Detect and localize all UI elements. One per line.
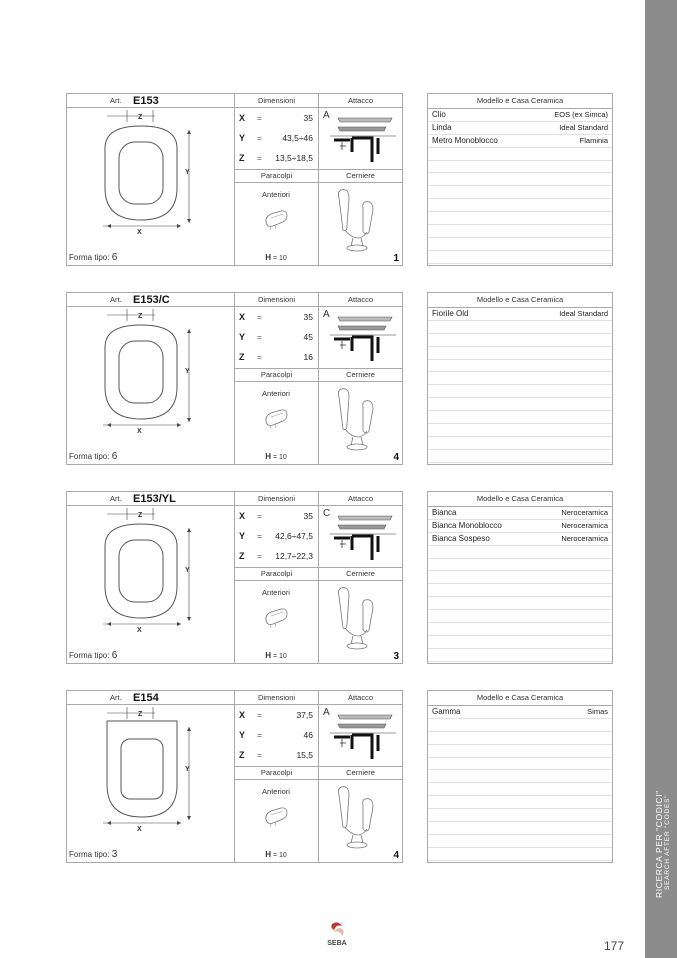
model-row: [428, 360, 612, 373]
article-label: Art.: [110, 295, 122, 304]
dim-y-label: Y: [239, 730, 246, 740]
dim-y-label: Y: [239, 332, 246, 342]
equals-sign: =: [257, 551, 262, 561]
models-header: Modello e Casa Ceramica: [428, 293, 612, 308]
model-row: [428, 809, 612, 822]
hinge-icon: [329, 783, 385, 853]
attachment-header: Attacco: [319, 94, 402, 108]
dim-y-value: 45: [303, 332, 313, 342]
bumper-icon: [263, 805, 289, 829]
dim-x-row: [235, 108, 317, 128]
seat-diagram: [97, 506, 197, 636]
model-row: [428, 783, 612, 796]
dim-y-label: Y: [239, 531, 246, 541]
bumpers-type: Anteriori: [262, 787, 290, 796]
hinges-header: Cerniere: [319, 766, 402, 780]
dim-y-label: Y: [239, 133, 246, 143]
seat-diagram: [97, 108, 197, 238]
model-row: [428, 450, 612, 463]
models-table: [427, 292, 613, 465]
equals-sign: =: [257, 352, 262, 362]
model-row: [428, 238, 612, 251]
bumpers-type: Anteriori: [262, 190, 290, 199]
product-card: [66, 491, 403, 664]
seat-diagram: [97, 307, 197, 437]
equals-sign: =: [257, 113, 262, 123]
dim-y-value: 46: [303, 730, 313, 740]
height-value: = 10: [272, 852, 287, 859]
shape-type-label: Forma tipo:: [69, 452, 110, 461]
model-row: [428, 212, 612, 225]
model-row: [428, 148, 612, 161]
model-name: Bianca: [432, 508, 457, 517]
bumpers-header: Paracolpi: [235, 169, 318, 183]
dim-z-value: 13,5÷18,5: [275, 153, 313, 163]
model-row: [428, 225, 612, 238]
model-row: [428, 584, 612, 597]
seat-diagram: [97, 705, 197, 835]
equals-sign: =: [257, 133, 262, 143]
bumper-height: [235, 253, 317, 262]
height-label: H: [265, 651, 271, 660]
article-code: E154: [133, 692, 159, 704]
dimensions-header: Dimensioni: [235, 492, 319, 506]
product-block: [66, 292, 614, 465]
model-row: [428, 835, 612, 848]
equals-sign: =: [257, 312, 262, 322]
bumpers-header: Paracolpi: [235, 766, 318, 780]
height-value: = 10: [272, 454, 287, 461]
z-axis-label: Z: [138, 114, 143, 121]
hinge-icon: [329, 186, 385, 256]
article-header: [67, 94, 235, 108]
equals-sign: =: [257, 750, 262, 760]
shape-type-value: 6: [111, 252, 118, 263]
model-row: [428, 719, 612, 732]
attachment-header: Attacco: [319, 293, 402, 307]
model-maker: Ideal Standard: [559, 309, 608, 318]
article-code: E153/C: [133, 294, 170, 306]
model-name: Gamma: [432, 707, 461, 716]
shape-type: [69, 849, 117, 860]
dim-z-value: 16: [303, 352, 313, 362]
dim-y-row: [235, 128, 317, 148]
height-value: = 10: [272, 653, 287, 660]
models-header: Modello e Casa Ceramica: [428, 492, 612, 507]
model-row: [428, 398, 612, 411]
article-header: [67, 691, 235, 705]
x-axis-label: X: [137, 826, 142, 833]
model-row: [428, 109, 612, 122]
bumper-icon: [263, 208, 289, 232]
dim-x-value: 35: [303, 312, 313, 322]
dim-y-row: [235, 327, 317, 347]
seba-logo: [322, 920, 352, 948]
model-row: [428, 507, 612, 520]
x-axis-label: X: [137, 428, 142, 435]
dim-x-row: [235, 705, 317, 725]
product-block: [66, 93, 614, 266]
article-label: Art.: [110, 96, 122, 105]
model-row: [428, 559, 612, 572]
model-row: [428, 732, 612, 745]
attachment-diagram: [330, 508, 400, 564]
article-label: Art.: [110, 693, 122, 702]
article-code: E153/YL: [133, 493, 176, 505]
equals-sign: =: [257, 531, 262, 541]
dim-z-value: 15,5: [296, 750, 313, 760]
shape-type: [69, 650, 117, 661]
dim-y-row: [235, 526, 317, 546]
dim-x-label: X: [239, 113, 246, 123]
article-header: [67, 293, 235, 307]
shape-type: [69, 252, 117, 263]
model-row: [428, 424, 612, 437]
model-row: [428, 135, 612, 148]
y-axis-label: Y: [185, 368, 190, 375]
dim-y-row: [235, 725, 317, 745]
shape-type-label: Forma tipo:: [69, 253, 110, 262]
shape-type-value: 6: [111, 451, 118, 462]
model-row: [428, 758, 612, 771]
model-row: [428, 649, 612, 662]
shape-type-label: Forma tipo:: [69, 651, 110, 660]
equals-sign: =: [257, 730, 262, 740]
model-row: [428, 610, 612, 623]
dim-x-value: 35: [303, 113, 313, 123]
z-axis-label: Z: [138, 711, 143, 718]
dim-z-row: [235, 347, 317, 367]
model-row: [428, 173, 612, 186]
model-row: [428, 822, 612, 835]
models-table: [427, 93, 613, 266]
model-row: [428, 411, 612, 424]
bumpers-header: Paracolpi: [235, 368, 318, 382]
sidebar-subtitle: SEARCH AFTER "CODES": [664, 794, 671, 890]
model-name: Bianca Monoblocco: [432, 520, 502, 530]
hinges-header: Cerniere: [319, 567, 402, 581]
dimensions-header: Dimensioni: [235, 691, 319, 705]
dim-y-value: 42,6÷47,5: [275, 531, 313, 541]
y-axis-label: Y: [185, 169, 190, 176]
dim-z-label: Z: [239, 551, 245, 561]
model-row: [428, 199, 612, 212]
hinges-header: Cerniere: [319, 368, 402, 382]
dim-z-value: 12,7÷22,3: [275, 551, 313, 561]
model-maker: Neroceramica: [561, 520, 608, 530]
dim-x-row: [235, 506, 317, 526]
attachment-diagram: [330, 707, 400, 763]
attachment-diagram: [330, 309, 400, 365]
model-row: [428, 347, 612, 360]
dim-x-value: 35: [303, 511, 313, 521]
hinge-number: 4: [393, 850, 399, 861]
attachment-type-letter: A: [323, 110, 330, 121]
models-header: Modello e Casa Ceramica: [428, 691, 612, 706]
shape-type: [69, 451, 117, 462]
product-card: [66, 93, 403, 266]
height-label: H: [265, 850, 271, 859]
model-row: [428, 597, 612, 610]
model-maker: Neroceramica: [561, 508, 608, 517]
page-number: 177: [604, 939, 625, 953]
y-axis-label: Y: [185, 766, 190, 773]
model-row: [428, 520, 612, 533]
models-table: [427, 690, 613, 863]
dim-z-row: [235, 546, 317, 566]
bumpers-header: Paracolpi: [235, 567, 318, 581]
hinge-number: 3: [393, 651, 399, 662]
model-row: [428, 372, 612, 385]
model-row: [428, 122, 612, 135]
model-row: [428, 334, 612, 347]
model-row: [428, 546, 612, 559]
bumpers-type: Anteriori: [262, 389, 290, 398]
attachment-header: Attacco: [319, 691, 402, 705]
equals-sign: =: [257, 153, 262, 163]
model-row: [428, 623, 612, 636]
bumper-height: [235, 850, 317, 859]
shape-type-value: 3: [111, 849, 118, 860]
dim-z-row: [235, 745, 317, 765]
attachment-type-letter: A: [323, 309, 330, 320]
hinge-number: 1: [393, 253, 399, 264]
product-card: [66, 690, 403, 863]
z-axis-label: Z: [138, 313, 143, 320]
dim-x-value: 37,5: [296, 710, 313, 720]
brand-name: SEBA: [327, 940, 347, 947]
hinge-icon: [329, 584, 385, 654]
height-value: = 10: [272, 255, 287, 262]
model-name: Metro Monoblocco: [432, 135, 498, 145]
model-row: [428, 571, 612, 584]
model-row: [428, 706, 612, 719]
hinge-icon: [329, 385, 385, 455]
product-block: [66, 491, 614, 664]
equals-sign: =: [257, 710, 262, 720]
model-row: [428, 437, 612, 450]
dimensions-header: Dimensioni: [235, 293, 319, 307]
dim-z-label: Z: [239, 750, 245, 760]
model-name: Linda: [432, 122, 452, 132]
x-axis-label: X: [137, 627, 142, 634]
dim-x-label: X: [239, 511, 246, 521]
dim-z-row: [235, 148, 317, 168]
models-header: Modello e Casa Ceramica: [428, 94, 612, 109]
model-maker: Flaminia: [579, 135, 608, 145]
model-row: [428, 745, 612, 758]
model-row: [428, 636, 612, 649]
height-label: H: [265, 452, 271, 461]
attachment-type-letter: C: [323, 508, 331, 519]
attachment-header: Attacco: [319, 492, 402, 506]
bumper-icon: [263, 606, 289, 630]
attachment-diagram: [330, 110, 400, 166]
model-row: [428, 251, 612, 264]
model-name: Bianca Sospeso: [432, 533, 490, 543]
model-name: Clio: [432, 110, 446, 119]
product-block: [66, 690, 614, 863]
shape-type-label: Forma tipo:: [69, 850, 110, 859]
model-maker: EOS (ex Simca): [554, 110, 608, 119]
x-axis-label: X: [137, 229, 142, 236]
article-header: [67, 492, 235, 506]
model-maker: Neroceramica: [561, 533, 608, 543]
bumpers-type: Anteriori: [262, 588, 290, 597]
height-label: H: [265, 253, 271, 262]
model-row: [428, 385, 612, 398]
dim-z-label: Z: [239, 153, 245, 163]
model-row: [428, 321, 612, 334]
attachment-type-letter: A: [323, 707, 330, 718]
model-row: [428, 533, 612, 546]
model-row: [428, 186, 612, 199]
model-maker: Simas: [587, 707, 608, 716]
dim-x-label: X: [239, 312, 246, 322]
hinges-header: Cerniere: [319, 169, 402, 183]
article-code: E153: [133, 95, 159, 107]
bumper-height: [235, 651, 317, 660]
shape-type-value: 6: [111, 650, 118, 661]
equals-sign: =: [257, 332, 262, 342]
models-table: [427, 491, 613, 664]
dim-x-row: [235, 307, 317, 327]
dimensions-header: Dimensioni: [235, 94, 319, 108]
model-maker: Ideal Standard: [559, 122, 608, 132]
hinge-number: 4: [393, 452, 399, 463]
z-axis-label: Z: [138, 512, 143, 519]
dim-y-value: 43,5÷46: [282, 133, 313, 143]
equals-sign: =: [257, 511, 262, 521]
model-row: [428, 308, 612, 321]
article-label: Art.: [110, 494, 122, 503]
bumper-icon: [263, 407, 289, 431]
model-row: [428, 796, 612, 809]
model-row: [428, 161, 612, 174]
y-axis-label: Y: [185, 567, 190, 574]
product-card: [66, 292, 403, 465]
sidebar-title: RICERCA PER "CODICI": [654, 790, 664, 898]
model-row: [428, 848, 612, 861]
bumper-height: [235, 452, 317, 461]
dim-x-label: X: [239, 710, 246, 720]
dim-z-label: Z: [239, 352, 245, 362]
model-row: [428, 770, 612, 783]
model-name: Fiorile Old: [432, 309, 469, 318]
